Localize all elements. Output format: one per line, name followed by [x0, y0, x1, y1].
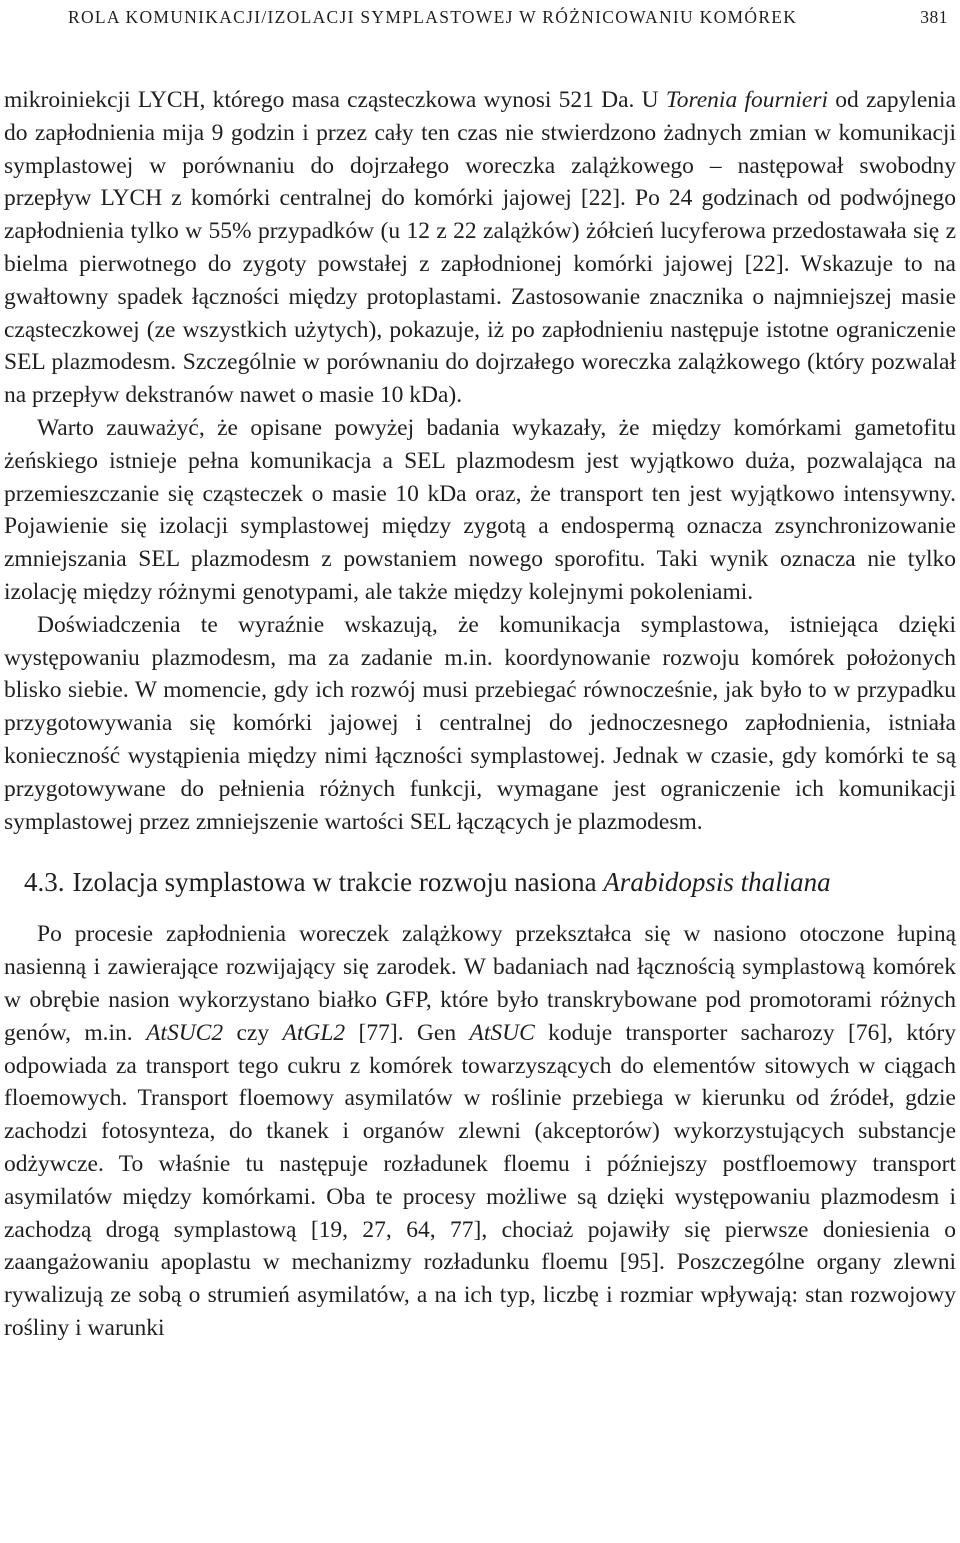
- running-header: [4, 4, 956, 34]
- paragraph-4: [4, 918, 956, 1344]
- gene-name-atsuc2: AtSUC2: [146, 1019, 224, 1046]
- paragraph-2: Warto zauważyć, że opisane powyżej badania wykazały, że między komórkami gametofitu żeńskiego istnieje pełna komunikacja a SEL plazmodesm jest wyjątkowo duża, pozwalająca na przemieszczanie się cząsteczek o masie 10 kDa oraz, że transport ten jest wyjątkowo intensywny. Pojawienie się izolacji symplastowej między zygotą a endospermą oznacza zsynchronizowanie zmniejszania SEL plazmodesm z powstaniem nowego sporofitu. Taki wynik oznacza nie tylko izolację między różnymi genotypami, ale także między kolejnymi pokoleniami.: [4, 414, 956, 605]
- paragraph-4-text-a: Po procesie zapłodnienia woreczek zalążkowy przekształca się w nasiono otoczone łupiną nasienną i zawierające rozwijający się zarodek. W badaniach nad łącznością symplastową komórek w obrębie nasion wykorzystano białko GFP, które było transkrybowane pod promotorami różnych genów, m.in.: [4, 921, 956, 1046]
- paragraph-4-text-d: koduje transporter sacharozy [76], który odpowiada za transport tego cukru z komórek towarzyszących do elementów sitowych w ciągach floemowych. Transport floemowy asymilatów w roślinie przebiega w kierunku od źródeł, gdzie zachodzi fotosynteza, do tkanek i organów zlewni (akceptorów) wykorzystujących substancje odżywcze. To właśnie tu następuje rozładunek floemu i późniejszy postfloemowy transport asymilatów między komórkami. Oba te procesy możliwe są dzięki występowaniu plazmodesm i zachodzą drogą symplastową [19, 27, 64, 77], chociaż pojawiły się pierwsze doniesienia o zaangażowaniu apoplastu w mechanizmy rozładunku floemu [95]. Poszczególne organy zlewni rywalizują ze sobą o strumień asymilatów, a na ich typ, liczbę i rozmiar wpływają: stan rozwojowy rośliny i warunki: [4, 1019, 957, 1341]
- paragraph-1-text-b: od zapylenia do zapłodnienia mija 9 godzin i przez cały ten czas nie stwierdzono żadnych zmian w komunikacji symplastowej w porównaniu do dojrzałego woreczka zalążkowego – następował swobodny przepływ LYCH z komórki centralnej do komórki jajowej [22]. Po 24 godzinach od podwójnego zapłodnienia tylko w 55% przypadków (u 12 z 22 zalążków) żółcień lucyferowa przedostawała się z bielma pierwotnego do zygoty powstałej z zapłodnionej komórki jajowej [22]. Wskazuje to na gwałtowny spadek łączności między protoplastami. Zastosowanie znacznika o najmniejszej masie cząsteczkowej (ze wszystkich użytych), pokazuje, iż po zapłodnieniu następuje istotne ograniczenie SEL plazmodesm. Szczególnie w porównaniu do dojrzałego woreczka zalążkowego (który pozwalał na przepływ dekstranów nawet o masie 10 kDa).: [4, 87, 956, 409]
- paragraph-4-text-b: czy: [223, 1019, 283, 1046]
- page-number: 381: [920, 7, 948, 27]
- body-text: [4, 84, 956, 1345]
- paragraph-4-text-c: [77]. Gen: [345, 1019, 470, 1046]
- paragraph-1-text-a: mikroiniekcji LYCH, którego masa cząsteczkowa wynosi 521 Da. U: [4, 87, 666, 113]
- paragraph-3: Doświadczenia te wyraźnie wskazują, że komunikacja symplastowa, istniejąca dzięki występowaniu plazmodesm, ma za zadanie m.in. koordynowanie rozwoju komórek położonych blisko siebie. W momencie, gdy ich rozwój musi przebiegać równocześnie, jak było to w przypadku przygotowywania się komórki jajowej i centralnej do jednoczesnego zapłodnienia, istniała konieczność wystąpienia między nimi łączności symplastowej. Jednak w czasie, gdy komórki te są przygotowywane do pełnienia różnych funkcji, wymagane jest ograniczenie ich komunikacji symplastowej przez zmniejszenie wartości SEL łączących je plazmodesm.: [4, 611, 956, 835]
- species-name-torenia: Torenia fournieri: [665, 87, 828, 113]
- subsection-title: Izolacja symplastowa w trakcie rozwoju nasiona: [72, 867, 604, 898]
- gene-name-atsuc: AtSUC: [469, 1019, 535, 1046]
- subsection-heading: [24, 866, 956, 898]
- paragraph-1: [4, 84, 956, 412]
- document-page: [0, 4, 960, 1543]
- running-title: ROLA KOMUNIKACJI/IZOLACJI SYMPLASTOWEJ W RÓŻNICOWANIU KOMÓREK: [68, 7, 798, 27]
- subsection-title-species: Arabidopsis thaliana: [603, 867, 831, 898]
- subsection-number: 4.3.: [24, 867, 65, 898]
- gene-name-atgl2: AtGL2: [282, 1019, 346, 1046]
